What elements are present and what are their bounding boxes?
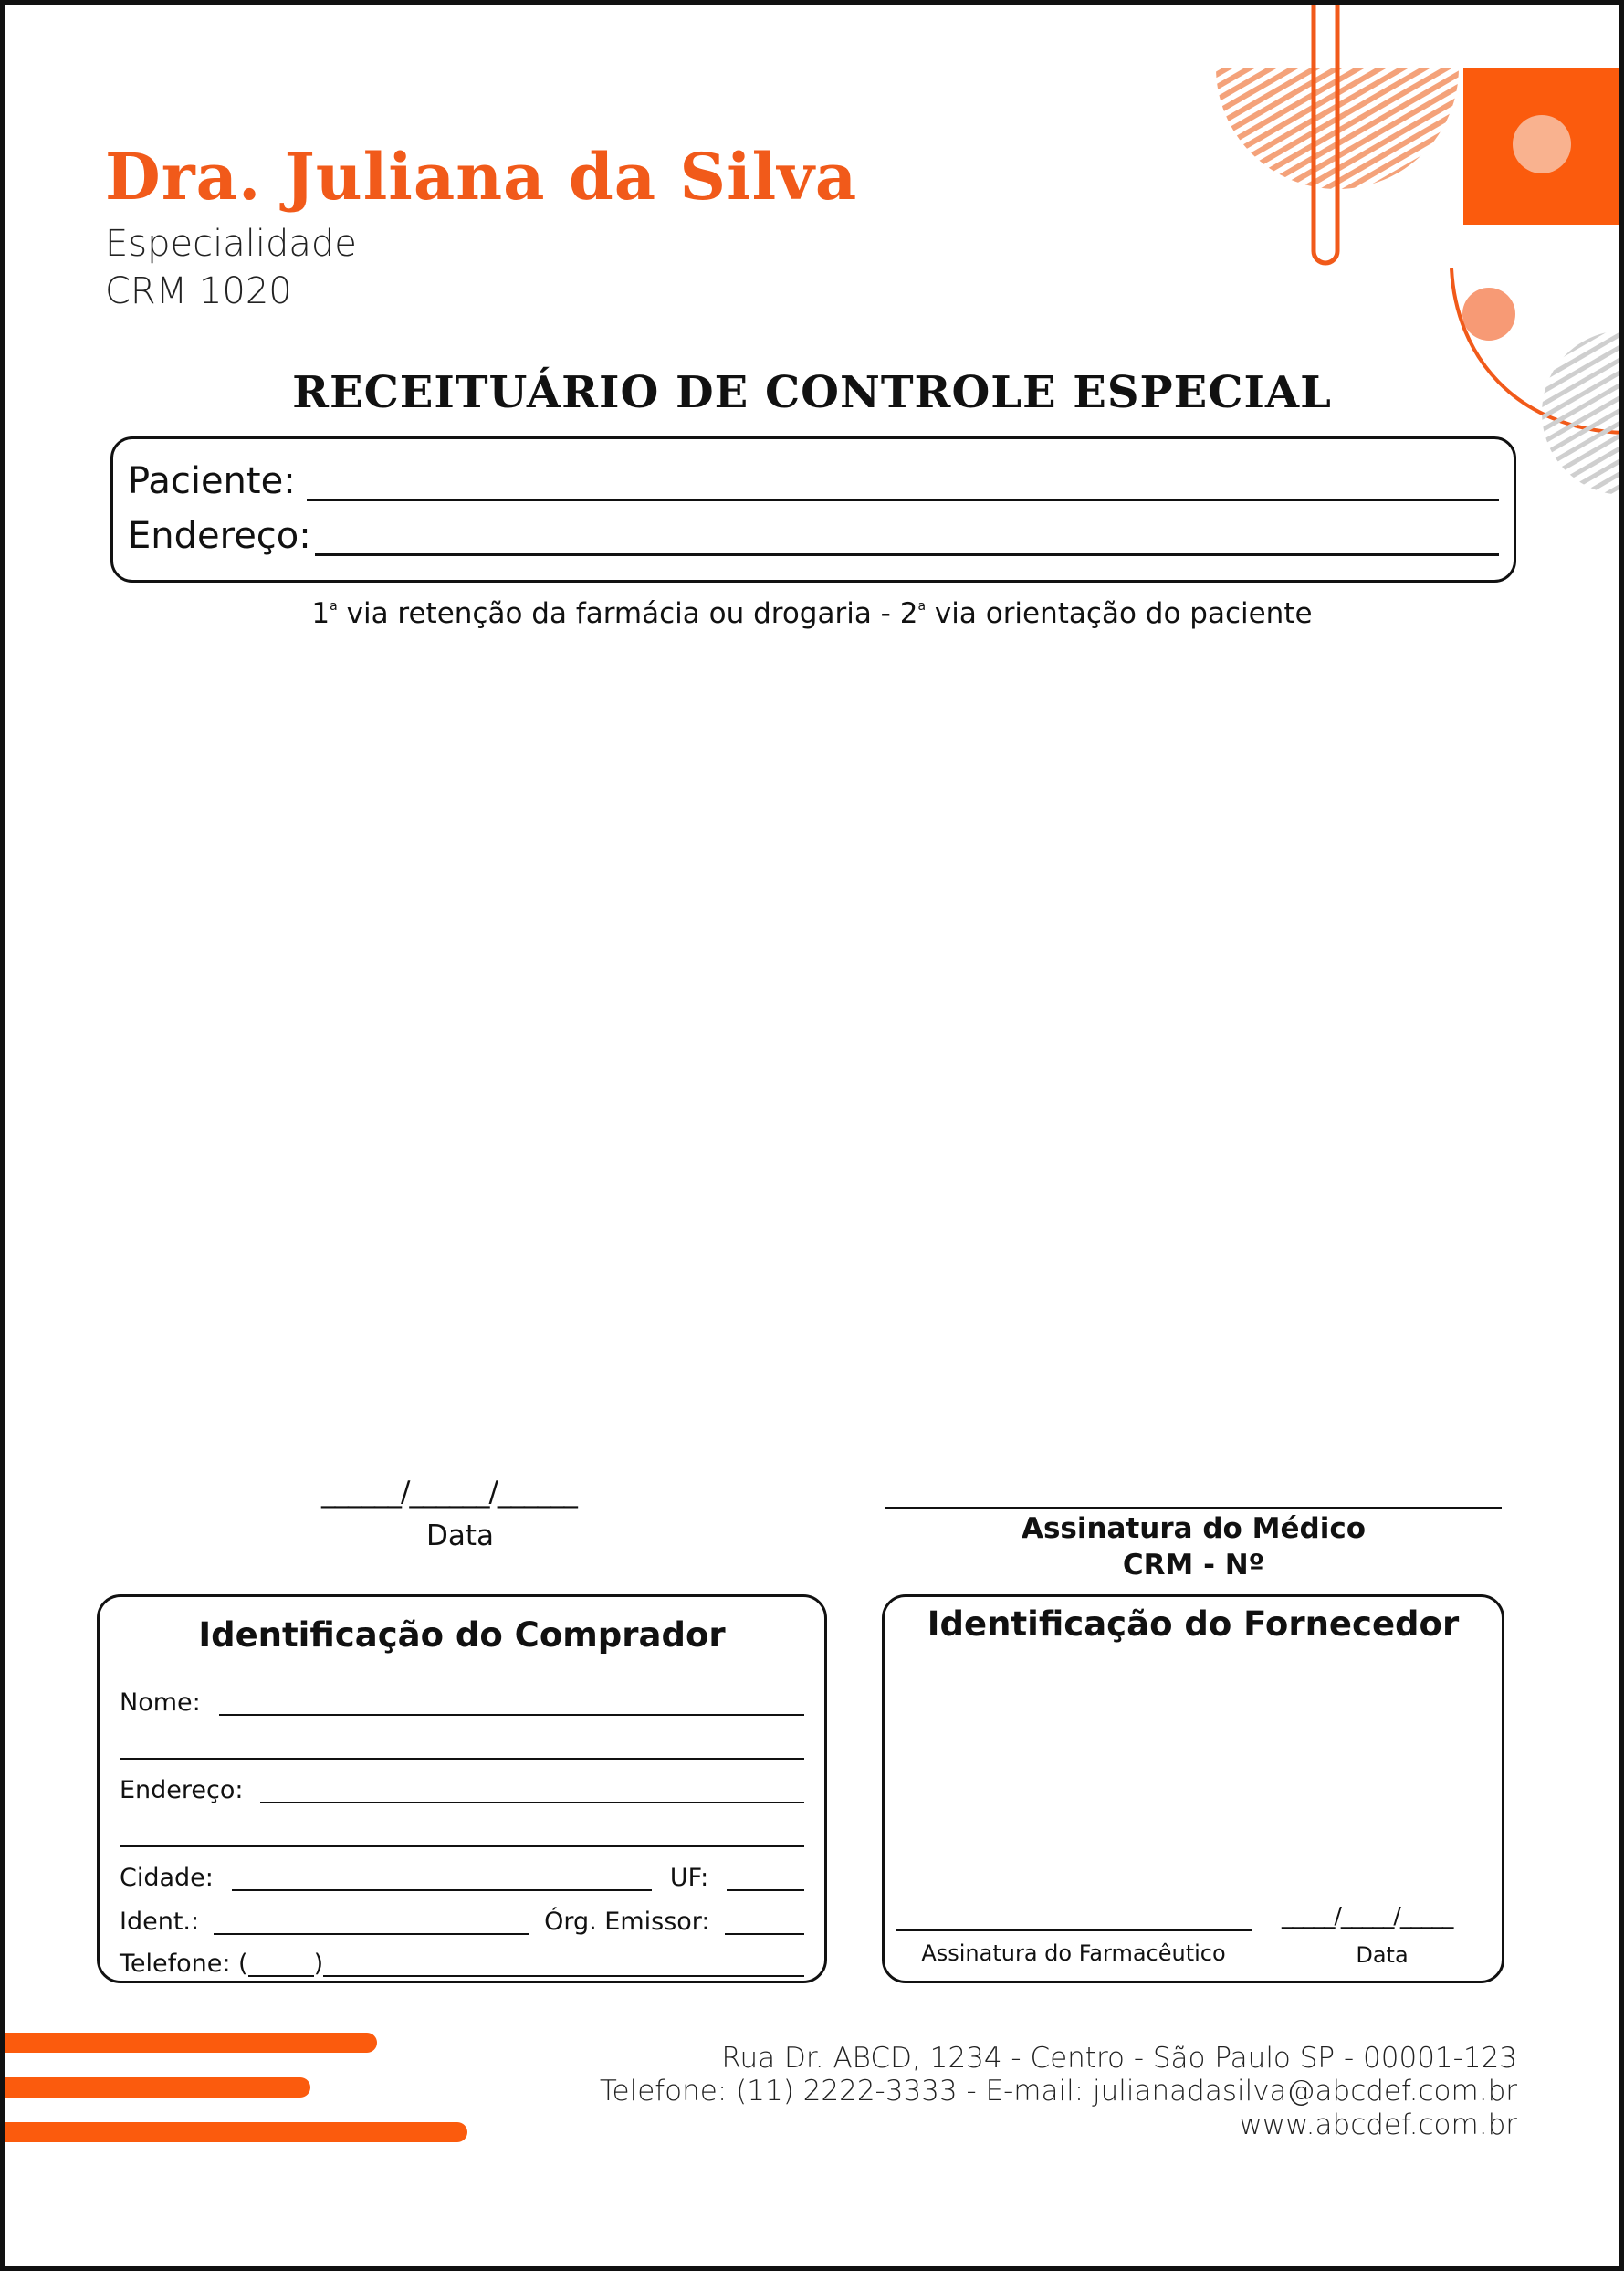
buyer-phone-line[interactable] <box>323 1975 804 1977</box>
footer-bar-1 <box>5 2033 377 2053</box>
buyer-name-line[interactable] <box>219 1714 804 1716</box>
decorative-shapes <box>1187 0 1624 511</box>
buyer-address-line-2[interactable] <box>120 1845 804 1847</box>
buyer-ident-line[interactable] <box>214 1933 529 1935</box>
pharmacist-signature-label: Assinatura do Farmacêutico <box>921 1940 1226 1966</box>
buyer-ident-row[interactable] <box>120 1906 804 1937</box>
buyer-address-line[interactable] <box>260 1802 804 1803</box>
doctor-sig-text: Assinatura do Médico <box>1021 1512 1367 1545</box>
patient-line[interactable] <box>307 499 1499 501</box>
via-2-number: 2 <box>899 597 918 630</box>
buyer-phone-row[interactable] <box>120 1948 804 1979</box>
address-label: Endereço: <box>128 515 311 557</box>
patient-label: Paciente: <box>128 460 296 502</box>
crm-number: CRM 1020 <box>105 270 292 312</box>
document-title: RECEITUÁRIO DE CONTROLE ESPECIAL <box>292 367 1332 418</box>
via-2-text: via orientação do paciente <box>926 597 1313 630</box>
buyer-city-label: Cidade: <box>120 1864 214 1892</box>
via-2-sup: a <box>917 599 927 614</box>
patient-box <box>110 436 1516 583</box>
doctor-signature-line[interactable] <box>885 1507 1502 1509</box>
buyer-phone-area-line[interactable] <box>248 1975 314 1977</box>
buyer-city-row[interactable] <box>120 1862 804 1893</box>
buyer-phone-paren: ) <box>313 1950 324 1978</box>
light-circle <box>1513 115 1571 173</box>
footer-bar-2 <box>5 2077 310 2098</box>
buyer-uf-label: UF: <box>669 1864 709 1892</box>
buyer-address-row-2[interactable] <box>120 1818 804 1849</box>
patient-row[interactable] <box>128 457 1499 503</box>
date-blank[interactable]: ______/______/______ <box>321 1476 577 1509</box>
supplier-title: Identificação do Fornecedor <box>927 1604 1460 1644</box>
small-circle <box>1462 288 1515 341</box>
buyer-address-row[interactable] <box>120 1774 804 1805</box>
pharmacist-signature-line[interactable] <box>896 1929 1252 1931</box>
doctor-name: Dra. Juliana da Silva <box>105 139 858 215</box>
supplier-date-blank[interactable]: _____/_____/_____ <box>1282 1902 1453 1929</box>
supplier-identification-box <box>882 1594 1504 1983</box>
footer-bar-3 <box>5 2122 467 2142</box>
buyer-identification-box <box>97 1594 827 1983</box>
buyer-name-row-2[interactable] <box>120 1730 804 1761</box>
address-row[interactable] <box>128 512 1499 558</box>
supplier-date-label: Data <box>1356 1942 1409 1968</box>
buyer-city-line[interactable] <box>232 1889 652 1891</box>
specialty: Especialidade <box>105 223 357 265</box>
buyer-address-label: Endereço: <box>120 1776 244 1804</box>
buyer-phone-label: Telefone: ( <box>120 1950 248 1978</box>
doctor-signature-label <box>885 1510 1502 1583</box>
buyer-name-row[interactable] <box>120 1687 804 1718</box>
buyer-issuer-label: Órg. Emissor: <box>544 1908 710 1936</box>
buyer-ident-label: Ident.: <box>120 1908 200 1936</box>
buyer-name-line-2[interactable] <box>120 1758 804 1760</box>
via-note <box>0 597 1624 630</box>
date-label: Data <box>425 1519 495 1552</box>
buyer-name-label: Nome: <box>120 1688 201 1717</box>
buyer-issuer-line[interactable] <box>725 1933 804 1935</box>
footer-address: Rua Dr. ABCD, 1234 - Centro - São Paulo SP - 00001-123 <box>721 2042 1517 2075</box>
buyer-title: Identificação do Comprador <box>198 1615 726 1655</box>
via-1-number: 1 <box>311 597 330 630</box>
via-1-text: via retenção da farmácia ou drogaria - <box>337 597 900 630</box>
buyer-uf-line[interactable] <box>727 1889 804 1891</box>
address-line[interactable] <box>315 553 1499 556</box>
crm-label: CRM - Nº <box>1122 1549 1265 1582</box>
via-1-sup: a <box>330 599 338 614</box>
footer-contact: Telefone: (11) 2222-3333 - E-mail: julianadasilva@abcdef.com.br <box>599 2075 1517 2108</box>
footer-website: www.abcdef.com.br <box>1239 2108 1517 2141</box>
